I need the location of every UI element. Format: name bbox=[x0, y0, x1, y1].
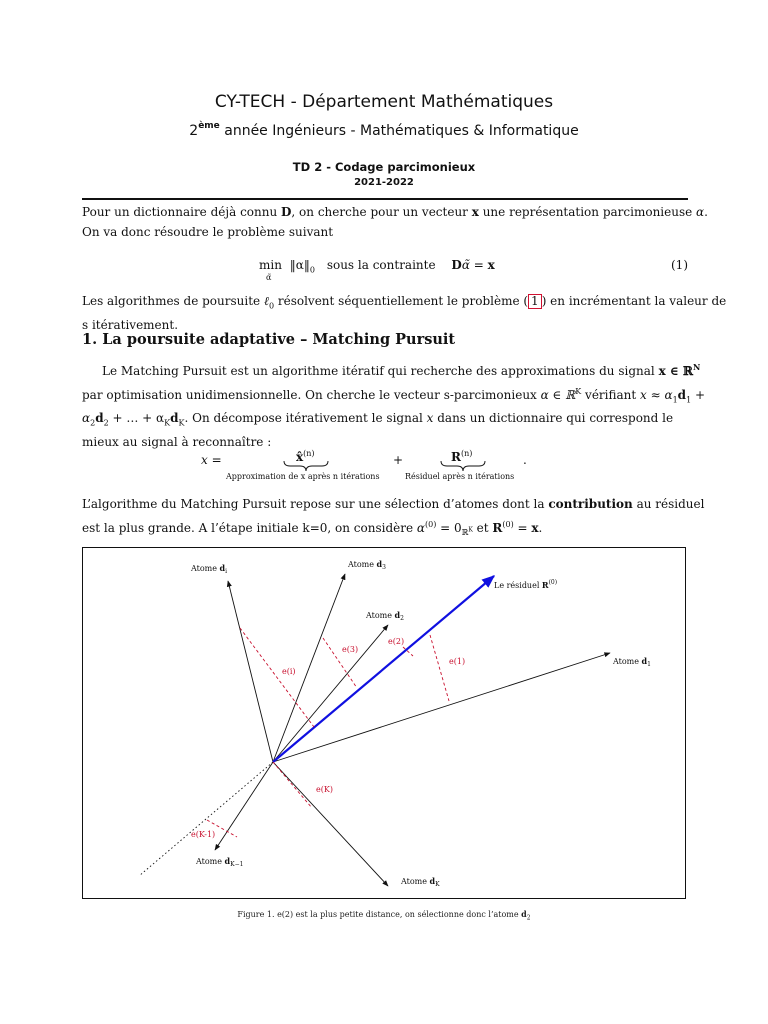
decomp-approx-symbol: x̂ bbox=[296, 450, 304, 464]
eq-min: min bbox=[259, 258, 282, 272]
mp-text: + bbox=[691, 387, 706, 402]
equation-number: (1) bbox=[671, 258, 688, 272]
mp-approx: x ≈ α bbox=[640, 387, 673, 402]
eq-d-symbol: D bbox=[451, 258, 462, 272]
subtitle-text: année Ingénieurs - Mathématiques & Informatique bbox=[219, 123, 579, 139]
contrib-sup: (0) bbox=[425, 519, 437, 529]
atom-dk-label: Atome $d_K$ bbox=[401, 876, 440, 888]
subtitle-superscript: ème bbox=[198, 121, 220, 131]
figure-frame bbox=[82, 547, 686, 899]
contrib-zero-sub bbox=[462, 528, 473, 537]
decomp-x: x = bbox=[201, 453, 222, 467]
eq-min-subscript: α̃ bbox=[266, 273, 272, 282]
contrib-line-1 bbox=[82, 495, 705, 515]
mp-signal-symbol: x bbox=[426, 411, 434, 426]
decomp-approx-sup: (n) bbox=[303, 449, 315, 458]
ek1-label: e(K-1) bbox=[191, 830, 216, 839]
eq-alpha-tilde: α̃ bbox=[461, 258, 470, 272]
mp-subscript: K bbox=[164, 418, 171, 428]
mp-subscript: 1 bbox=[672, 394, 678, 404]
e2-label: e(2) bbox=[388, 637, 405, 646]
algorithms-line-2: s itérativement. bbox=[82, 317, 179, 332]
distance-e1 bbox=[430, 635, 449, 701]
mp-atom-symbol: d bbox=[95, 411, 104, 426]
residual-arrow bbox=[273, 576, 494, 762]
residual-label: Le résiduel $R^{(0)}$ bbox=[494, 579, 558, 590]
mp-subscript: K bbox=[178, 418, 185, 428]
atom-dk1-arrow bbox=[215, 762, 273, 850]
underbrace-label-residual: Résiduel après n itérations bbox=[405, 472, 515, 481]
contrib-text: = 0 bbox=[436, 520, 462, 535]
e3-label: e(3) bbox=[342, 645, 359, 654]
algorithms-text: Les algorithmes de poursuite bbox=[82, 294, 264, 308]
atom-di-label: Atome $d_i$ bbox=[191, 563, 228, 575]
decomp-residual-sup: (n) bbox=[460, 449, 473, 458]
intro-dictionary-symbol: D bbox=[281, 205, 292, 219]
atom-d3-label: Atome $d_3$ bbox=[348, 559, 386, 571]
intro-vector-symbol: x bbox=[471, 205, 479, 219]
underbrace-label-approx: Approximation de x après n itérations bbox=[226, 472, 380, 481]
mp-line-4: mieux au signal à reconnaître : bbox=[82, 435, 272, 450]
contrib-sup: K bbox=[468, 526, 473, 534]
caption-text: Figure 1. e(2) est la plus petite distance, on sélectionne donc l’atome bbox=[237, 910, 522, 919]
ell-symbol: ℓ bbox=[263, 294, 269, 308]
algorithms-text: résolvent séquentiellement le problème ( bbox=[274, 294, 529, 308]
caption-subscript: 2 bbox=[526, 914, 531, 922]
eq-equals: = bbox=[469, 258, 488, 272]
section-title: La poursuite adaptative – Matching Pursuit bbox=[102, 331, 456, 348]
equation-reference-link[interactable]: 1 bbox=[528, 294, 542, 309]
contrib-text: . bbox=[538, 520, 543, 535]
mp-text: . On décompose itérativement le signal bbox=[184, 411, 427, 426]
contrib-alpha: α bbox=[416, 520, 425, 535]
contrib-text: au résiduel bbox=[632, 497, 705, 511]
mp-text: vérifiant bbox=[581, 387, 641, 402]
distance-lines bbox=[207, 628, 449, 837]
contrib-sup: (0) bbox=[502, 519, 514, 529]
contrib-text: = bbox=[513, 520, 532, 535]
atom-dk-arrow bbox=[273, 762, 388, 886]
eq-constraint-text: sous la contrainte bbox=[326, 258, 436, 272]
contrib-text: et bbox=[472, 520, 493, 535]
contrib-line-2 bbox=[82, 515, 688, 543]
contribution-paragraph bbox=[82, 495, 705, 542]
document-title: CY-TECH - Département Mathématiques bbox=[214, 92, 554, 112]
underbrace-approx bbox=[284, 461, 328, 471]
contrib-x: x bbox=[531, 520, 539, 535]
ell-subscript: 0 bbox=[268, 301, 275, 311]
atom-d2-arrow bbox=[273, 625, 388, 762]
contrib-text: L’algorithme du Matching Pursuit repose sur une sélection d’atomes dont la bbox=[82, 497, 549, 511]
ek-label: e(K) bbox=[316, 785, 333, 794]
caption-atom: d bbox=[521, 909, 527, 919]
contrib-residual: R bbox=[492, 520, 503, 535]
td-title: TD 2 - Codage parcimonieux bbox=[292, 160, 476, 174]
mp-dimension-k: K bbox=[575, 386, 582, 396]
section-number: 1. bbox=[82, 331, 98, 348]
atom-dk1-label: Atome $d_{K-1}$ bbox=[196, 856, 244, 868]
contrib-bold-word: contribution bbox=[548, 497, 633, 511]
eq-norm-sub: 0 bbox=[309, 265, 315, 275]
intro-text: une représentation parcimonieuse bbox=[478, 205, 697, 219]
eq-x-symbol: x bbox=[487, 258, 495, 272]
eq-norm-text: ‖α‖ bbox=[289, 258, 310, 272]
figure-caption bbox=[0, 909, 768, 922]
decomp-plus: + bbox=[393, 453, 404, 467]
atom-d1-arrow bbox=[273, 653, 610, 762]
mp-text: Le Matching Pursuit est un algorithme itératif qui recherche des approximations du signal bbox=[102, 364, 659, 378]
mp-alpha: α bbox=[82, 411, 91, 426]
mp-signal-space: x ∈ ℝ bbox=[658, 364, 693, 378]
mp-text: + … + α bbox=[108, 411, 165, 426]
intro-text: Pour un dictionnaire déjà connu bbox=[82, 205, 282, 219]
algorithms-text: ) en incrémentant la valeur de bbox=[541, 294, 727, 308]
intro-alpha-symbol: α bbox=[696, 205, 705, 219]
mp-text: par optimisation unidimensionnelle. On cherche le vecteur s-parcimonieux bbox=[82, 387, 541, 402]
intro-text: , on cherche pour un vecteur bbox=[291, 205, 472, 219]
mp-atom-symbol: d bbox=[170, 411, 179, 426]
matching-pursuit-diagram bbox=[83, 548, 685, 898]
contrib-real-space: ℝ bbox=[461, 527, 469, 537]
ei-label: e(i) bbox=[282, 667, 296, 676]
subtitle-year-number: 2 bbox=[189, 123, 199, 139]
mp-atom-symbol: d bbox=[677, 387, 687, 402]
atom-di-arrow bbox=[228, 581, 273, 762]
atom-d1-label: Atome $d_1$ bbox=[613, 656, 651, 668]
mp-alpha-space: α ∈ ℝ bbox=[540, 387, 576, 402]
mp-dimension-n: N bbox=[692, 362, 701, 372]
contrib-text: est la plus grande. A l’étape initiale k=0, on considère bbox=[82, 520, 417, 535]
intro-text: . bbox=[704, 205, 708, 219]
mp-text: dans un dictionnaire qui correspond le bbox=[433, 411, 674, 426]
atom-d2-label: Atome $d_2$ bbox=[366, 610, 404, 622]
td-year: 2021-2022 bbox=[354, 177, 414, 188]
mp-subscript: 1 bbox=[686, 394, 692, 404]
e1-label: e(1) bbox=[449, 657, 466, 666]
mp-subscript: 2 bbox=[90, 418, 96, 428]
distance-ei bbox=[240, 628, 314, 727]
decomp-dot: . bbox=[523, 453, 527, 467]
mp-subscript: 2 bbox=[103, 418, 109, 428]
underbrace-residual bbox=[441, 461, 485, 471]
intro-line-2: On va donc résoudre le problème suivant bbox=[82, 224, 334, 239]
decomp-residual-symbol: R bbox=[451, 450, 461, 464]
